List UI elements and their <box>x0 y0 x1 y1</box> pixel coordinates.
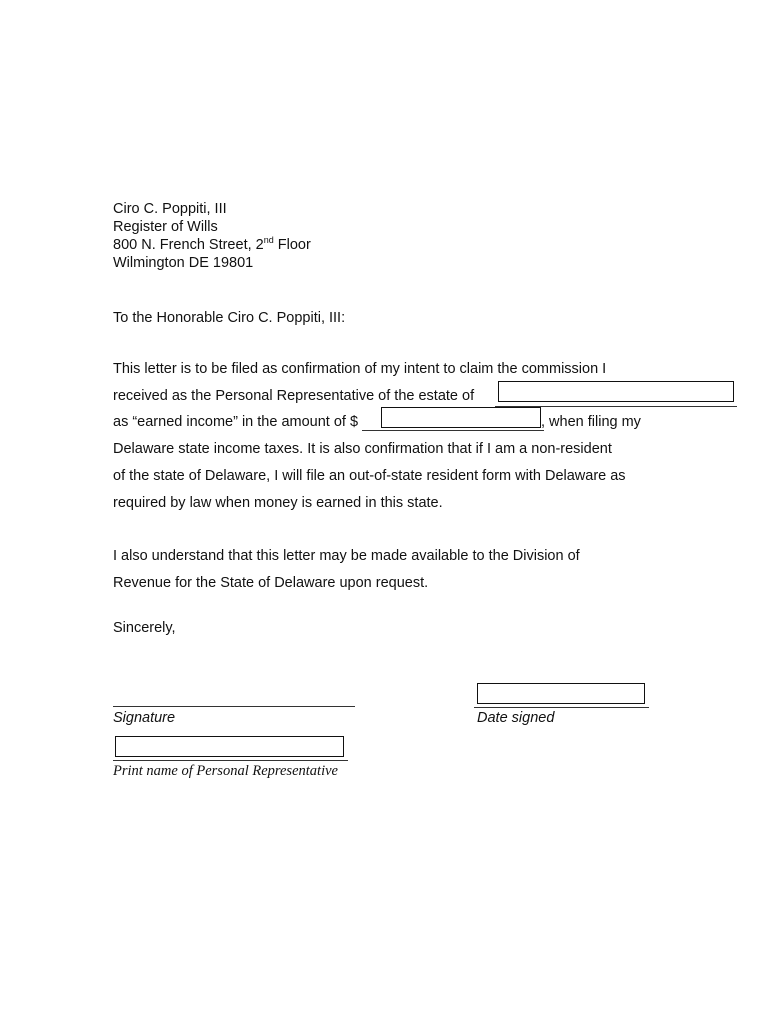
signature-label: Signature <box>113 710 176 726</box>
print-name-label: Print name of Personal Representative <box>113 763 338 779</box>
street-text: 800 N. French Street, 2 <box>113 237 264 253</box>
recipient-street <box>113 236 311 254</box>
recipient-title: Register of Wills <box>113 219 218 235</box>
paragraph-2-line-2: Revenue for the State of Delaware upon request. <box>113 575 429 591</box>
print-name-underline <box>113 760 348 761</box>
print-name-field[interactable] <box>115 736 344 757</box>
paragraph-1-line-6: required by law when money is earned in this state. <box>113 495 443 511</box>
paragraph-1-line-3 <box>113 409 358 436</box>
paragraph-2-line-1: I also understand that this letter may be made available to the Division of <box>113 548 580 564</box>
street-ordinal: nd <box>263 235 274 245</box>
salutation: To the Honorable Ciro C. Poppiti, III: <box>113 310 346 326</box>
estate-name-field[interactable] <box>498 381 734 402</box>
paragraph-1-line-2: received as the Personal Representative of the estate of <box>113 388 475 404</box>
paragraph-1-line-4: Delaware state income taxes. It is also confirmation that if I am a non-resident <box>113 441 612 457</box>
paragraph-1-line-1: This letter is to be filed as confirmation of my intent to claim the commission I <box>113 361 607 377</box>
amount-underline <box>362 430 544 431</box>
paragraph-1-line-3-end: , when filing my <box>541 414 641 430</box>
recipient-name: Ciro C. Poppiti, III <box>113 201 227 217</box>
date-signed-field[interactable] <box>477 683 645 704</box>
earned-income-text: as “earned income” in the amount of <box>113 414 350 430</box>
dollar-sign: $ <box>349 414 359 430</box>
paragraph-1-line-5: of the state of Delaware, I will file an out-of-state resident form with Delaware as <box>113 468 626 484</box>
signature-line <box>113 706 355 707</box>
street-floor: Floor <box>273 237 311 253</box>
amount-field[interactable] <box>381 407 541 428</box>
recipient-city: Wilmington DE 19801 <box>113 255 254 271</box>
recipient-address <box>113 200 311 272</box>
closing: Sincerely, <box>113 620 176 636</box>
date-signed-underline <box>474 707 649 708</box>
date-signed-label: Date signed <box>477 710 555 726</box>
